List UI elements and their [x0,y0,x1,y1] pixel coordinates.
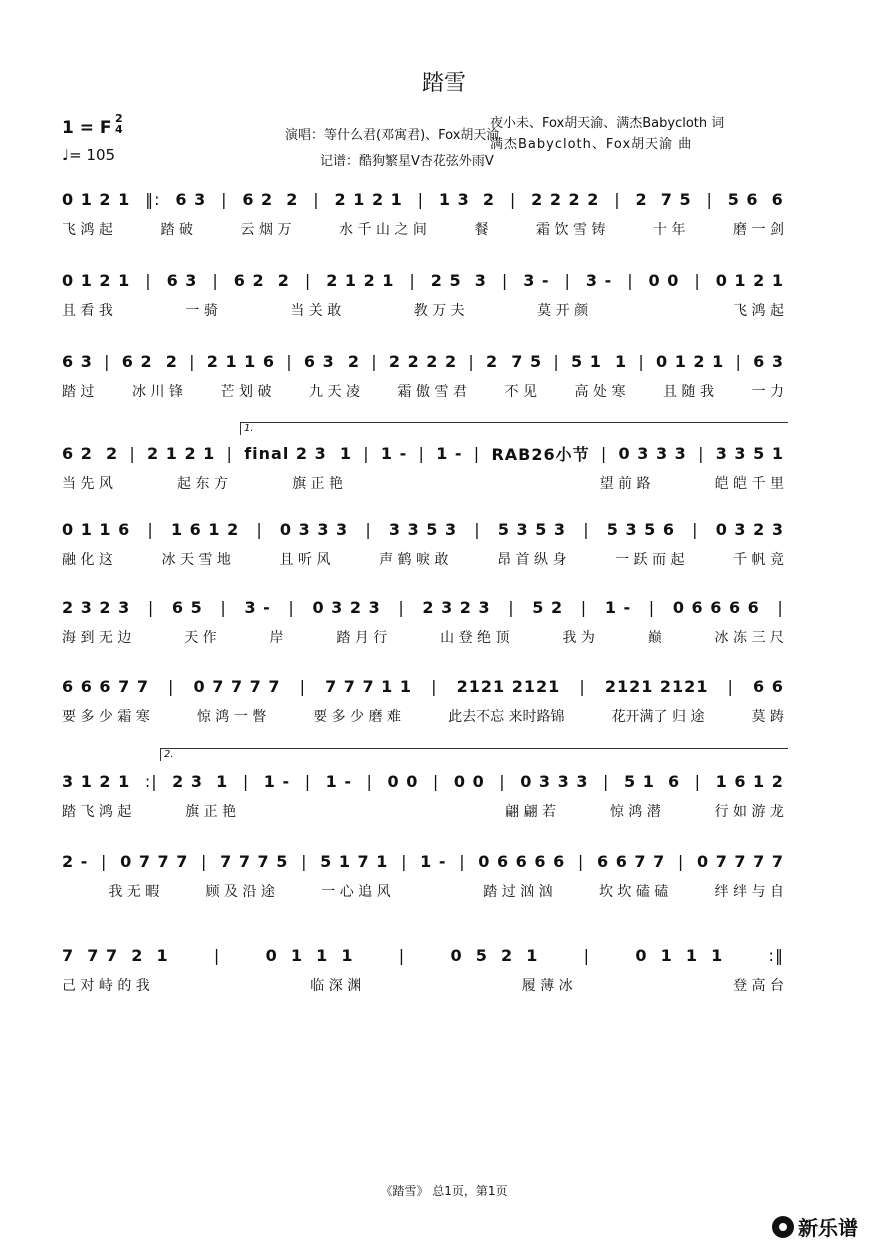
notation-line [62,267,784,293]
barline: | [147,597,155,617]
barline: | [398,945,406,965]
lyric-group: 莫 开 颜 [537,303,589,319]
note-group: 2 - [62,851,89,871]
note-group: 6 3 [753,351,784,371]
note-group: 5 3 5 3 [497,519,567,539]
note-group: final 2 3 1 [244,443,352,463]
note-group: 0 7 7 7 7 [697,851,784,871]
barline: | [614,189,621,209]
barline: | [101,851,108,871]
lyric-group: 声 鹤 唳 敢 [379,552,449,568]
note-group: 1 - [436,443,463,463]
barline: | [694,270,701,290]
note-group: 0 0 [387,771,419,791]
composer-credit: 满杰Babycloth、Fox胡天渝 曲 [490,137,693,152]
page-footer: 《踏雪》 总1页，第1页 [380,1184,508,1198]
lyric-group: 己 对 峙 的 我 [62,978,150,994]
lyric-group: 旗 正 艳 [185,804,237,820]
note-group: 6 5 [171,597,203,617]
lyric-group: 莫 踌 [751,709,784,725]
lyric-group: 踏 月 行 [336,630,388,646]
lyric-group: 踏 飞 鸿 起 [62,804,132,820]
note-group: 2 2 2 2 [388,351,458,371]
transcriber-credit: 记谱：酷狗繁星V杏花弦外雨V [320,154,494,169]
note-group: 2 3 2 3 [422,597,491,617]
lyric-group: 芒 划 破 [220,384,272,400]
lyric-group: 山 登 绝 顶 [440,630,510,646]
lyric-group: 且 看 我 [62,303,113,319]
barline: | [501,270,509,290]
lyric-group: 一 骑 [185,303,218,319]
note-group: 2 7 5 [635,189,692,209]
note-group: 6 3 [62,351,93,371]
note-group: 1 - [420,851,447,871]
time-signature [115,113,123,135]
lyric-group: 磨 一 剑 [733,222,784,238]
barline: | [553,351,560,371]
note-group: 0 7 7 7 7 [193,676,281,696]
note-group: 2121 2121 [456,676,561,696]
barline: | [212,270,219,290]
note-group: 0 3 3 3 [618,443,687,463]
lyric-line [62,548,784,570]
note-group: 6 2 2 [233,270,290,290]
brand-logo [772,1212,858,1241]
lyric-line [62,800,784,822]
note-group: 1 - [263,771,291,791]
barline: | [431,676,438,696]
brand-name: 新乐谱 [798,1216,858,1240]
note-group: 1 3 2 [438,189,495,209]
barline: | [580,597,588,617]
lyric-group: 当 关 敢 [290,303,342,319]
barline: | [398,597,405,617]
score-row [62,516,784,586]
note-group: 2 2 2 2 [531,189,600,209]
barline: | [418,443,425,463]
barline: | [129,443,136,463]
note-group: 1 - [325,771,352,791]
note-group: 0 3 3 3 [520,771,589,791]
barline: | [242,771,250,791]
lyric-group: 顾 及 沿 途 [205,884,275,900]
barline: | [583,519,590,539]
barline: | [564,270,571,290]
notation-line [62,942,784,968]
barline: | [313,189,320,209]
barline: | [499,771,506,791]
lyric-group: 惊 鸿 一 瞥 [196,709,267,725]
lyric-group: 海 到 无 边 [62,630,132,646]
barline: | [363,443,370,463]
note-group: 5 2 [532,597,564,617]
lyric-group: 此去不忘 来时路锦 [448,709,565,725]
lyric-group: 花开满了 归 途 [611,709,705,725]
lyric-group: 临 深 渊 [310,978,362,994]
barline: | [417,189,425,209]
note-group: 3 - [585,270,613,290]
barline: | [603,771,610,791]
barline: | [256,519,263,539]
barline: | [365,519,372,539]
note-group: 5 3 5 6 [606,519,676,539]
barline: | [473,443,481,463]
lyric-group: 融 化 这 [62,552,113,568]
lyric-line [62,380,784,402]
barline: | [432,771,440,791]
lyric-group: 惊 鸿 潜 [609,804,661,820]
lyric-group: 餐 [474,222,489,238]
barline: | [468,351,475,371]
barline: | [677,851,685,871]
note-group: 0 1 2 1 [62,270,131,290]
note-group: 0 5 2 1 [450,945,539,965]
barline: | [286,351,293,371]
lyric-group: 旗 正 艳 [292,476,343,492]
note-group: 0 3 2 3 [715,519,784,539]
lyric-group: 当 先 风 [62,476,113,492]
barline: | [600,443,608,463]
barline: | [735,351,742,371]
note-group: 6 6 7 7 [596,851,666,871]
lyric-group: 千 帆 竞 [733,552,784,568]
lyric-group: 岸 [269,630,284,646]
notation-line [62,848,784,874]
notation-line [62,440,784,466]
note-group: 6 2 2 [62,443,119,463]
notation-line [62,673,784,699]
note-group: 0 1 2 1 [715,270,784,290]
lyric-line [62,880,784,902]
note-group: 3 - [523,270,550,290]
barline: | [213,945,221,965]
lyric-group: 起 东 方 [177,476,228,492]
note-group: 3 3 5 1 [715,443,784,463]
key-signature: 1 = F [62,118,112,138]
lyric-group: 飞 鸿 起 [733,303,784,319]
note-group: 0 3 2 3 [312,597,381,617]
note-group: 0 6 6 6 6 [478,851,566,871]
lyric-group: 教 万 夫 [413,303,465,319]
note-group: 0 1 1 1 [265,945,354,965]
lyric-group: 一 力 [751,384,784,400]
barline: ‖: [145,189,161,209]
note-group: 0 1 1 6 [62,519,131,539]
note-group: 2 3 1 [172,771,229,791]
lyric-group: 我 无 暇 [108,884,160,900]
singers-credit: 演唱：等什么君(邓寓君)、Fox胡天渝 [285,128,500,143]
score-row [62,186,784,256]
lyric-group: 绊 绊 与 自 [714,884,784,900]
notation-line [62,516,784,542]
lyric-group: 昂 首 纵 身 [497,552,567,568]
note-group: 5 1 6 [623,771,681,791]
note-group: 1 - [380,443,408,463]
barline: | [706,189,713,209]
note-group: 0 7 7 7 [120,851,189,871]
note-group: 3 3 5 3 [388,519,458,539]
lyric-line [62,472,784,494]
barline: | [226,443,233,463]
note-group: 3 1 2 1 [62,771,131,791]
vinyl-record-icon [772,1216,794,1238]
lyric-group: 要 多 少 磨 难 [313,709,402,725]
note-group: 2 1 2 1 [326,270,395,290]
volta-second: 2. [160,748,788,761]
note-group: 7 7 7 5 [220,851,289,871]
time-bottom: 4 [115,123,123,136]
lyric-group: 且 听 风 [279,552,331,568]
barline: | [168,676,175,696]
score-row [62,768,784,838]
note-group: 0 1 1 1 [635,945,724,965]
note-group: 2 3 2 3 [62,597,131,617]
score-row [62,848,784,918]
lyric-group: 踏 过 [62,384,95,400]
lyric-group: 履 薄 冰 [521,978,573,994]
notation-line [62,594,784,620]
note-group: 1 - [604,597,632,617]
barline: | [371,351,378,371]
lyric-line [62,974,784,996]
note-group: 0 6 6 6 6 [672,597,760,617]
note-group: 6 2 2 [242,189,299,209]
barline: | [474,519,481,539]
note-group: 0 0 [648,270,680,290]
barline: | [648,597,656,617]
barline: | [627,270,634,290]
notation-line [62,186,784,212]
barline: | [220,597,227,617]
lyric-line [62,218,784,240]
lyric-group: 踏 过 汹 汹 [483,884,553,900]
barline: | [104,351,111,371]
lyric-group: 且 随 我 [663,384,714,400]
barline: | [638,351,645,371]
lyric-group: 要 多 少 霜 寒 [62,709,150,725]
barline: | [145,270,152,290]
score-row [62,348,784,418]
lyric-group: 水 千 山 之 间 [339,222,427,238]
lyric-group: 飞 鸿 起 [62,222,113,238]
note-group: 6 3 [166,270,198,290]
notation-line [62,768,784,794]
barline: | [508,597,515,617]
score-row [62,673,784,743]
barline: :| [144,771,158,791]
note-group: 2 1 2 1 [147,443,216,463]
lyric-group: 霜 饮 雪 铸 [536,222,606,238]
barline: | [147,519,154,539]
barline: | [692,519,699,539]
volta-first: 1. [240,422,788,435]
lyric-group: 行 如 游 龙 [714,804,784,820]
note-group: 7 7 7 1 1 [325,676,413,696]
score-row [62,267,784,337]
tempo-mark: ♩= 105 [62,146,116,164]
score-row [62,942,784,1012]
lyric-group: 高 处 寒 [574,384,626,400]
lyric-group: 登 高 台 [733,978,784,994]
lyric-group: 不 见 [504,384,537,400]
note-group: 7 7 7 2 1 [62,945,169,965]
lyric-line [62,626,784,648]
lyric-group: 皑 皑 千 里 [714,476,784,492]
note-group: 2 1 1 6 [206,351,275,371]
lyric-line [62,299,784,321]
lyric-group: 十 年 [653,222,686,238]
barline: | [299,676,306,696]
barline: | [304,771,312,791]
note-group: 6 3 [175,189,207,209]
lyric-group: 巅 [647,630,662,646]
barline: | [304,270,312,290]
lyric-group: 冰 川 锋 [132,384,183,400]
barline: | [189,351,196,371]
barline: | [694,771,702,791]
barline: | [409,270,416,290]
barline: | [366,771,373,791]
note-group: RAB26小节 [491,444,590,464]
notation-line [62,348,784,374]
lyric-group: 一 跃 而 起 [615,552,685,568]
score-row [62,440,784,510]
note-group: 3 - [244,597,271,617]
note-group: 2121 2121 [604,676,709,696]
note-group: 5 6 6 [727,189,784,209]
time-top: 2 [115,112,123,125]
barline: | [698,443,705,463]
barline: | [509,189,517,209]
note-group: 2 1 2 1 [334,189,403,209]
barline: | [301,851,308,871]
score-row [62,594,784,664]
note-group: 0 0 [453,771,485,791]
barline: | [201,851,208,871]
lyric-group: 翩 翩 若 [505,804,557,820]
note-group: 6 6 6 7 7 [62,676,149,696]
barline: | [727,676,734,696]
lyric-group: 冰 冻 三 尺 [714,630,784,646]
barline: | [777,597,784,617]
note-group: 5 1 7 1 [320,851,389,871]
barline: :‖ [768,945,784,965]
barline: | [401,851,408,871]
note-group: 0 3 3 3 [279,519,349,539]
barline: | [221,189,228,209]
lyric-group: 坎 坎 磕 磕 [598,884,669,900]
note-group: 2 5 3 [430,270,487,290]
note-group: 6 6 [753,676,784,696]
barline: | [583,945,591,965]
lyric-group: 望 前 路 [599,476,651,492]
lyric-group: 踏 破 [160,222,193,238]
note-group: 5 1 1 [571,351,628,371]
lyric-group: 我 为 [562,630,595,646]
note-group: 6 2 2 [121,351,178,371]
note-group: 1 6 1 2 [715,771,784,791]
note-group: 2 7 5 [486,351,543,371]
note-group: 6 3 2 [303,351,360,371]
barline: | [579,676,586,696]
lyric-group: 冰 天 雪 地 [161,552,231,568]
lyric-group: 霜 傲 雪 君 [397,384,467,400]
lyric-line [62,705,784,727]
note-group: 0 1 2 1 [62,189,131,209]
lyric-group: 天 作 [184,630,217,646]
lyric-group: 一 心 追 风 [321,884,391,900]
lyric-group: 云 烟 万 [240,222,292,238]
barline: | [288,597,295,617]
note-group: 1 6 1 2 [170,519,240,539]
barline: | [577,851,585,871]
lyric-group: 九 天 凌 [309,384,360,400]
note-group: 0 1 2 1 [656,351,725,371]
barline: | [459,851,466,871]
song-title: 踏雪 [421,71,466,96]
lyricist-credit: 夜小未、Fox胡天渝、满杰Babycloth 词 [490,116,725,131]
